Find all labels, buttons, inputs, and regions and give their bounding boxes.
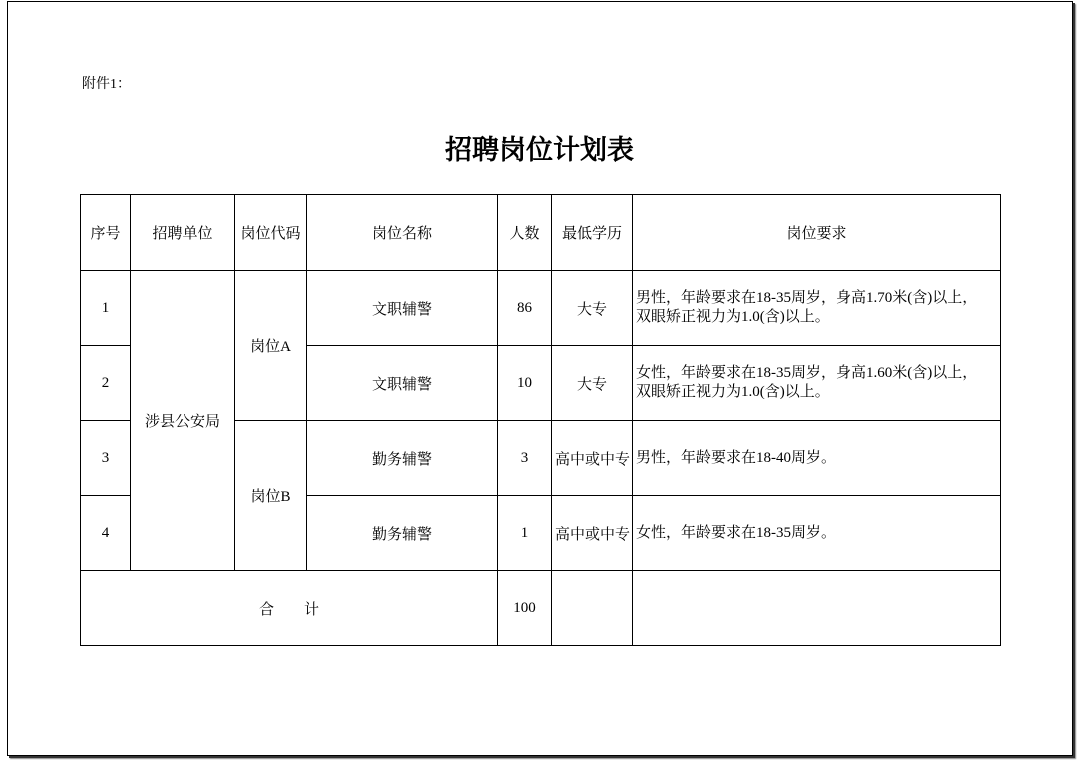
cell-min-education: 高中或中专 — [552, 496, 633, 571]
cell-min-education: 高中或中专 — [552, 421, 633, 496]
header-min-education: 最低学历 — [552, 195, 633, 271]
cell-serial-number: 2 — [81, 346, 131, 421]
requirement-line: 女性，年龄要求在18-35周岁，身高1.60米(含)以上， — [636, 365, 978, 381]
total-label: 合 计 — [81, 571, 498, 646]
total-education-cell — [552, 571, 633, 646]
table-row — [81, 271, 1001, 346]
requirement-line: 男性，年龄要求在18-40周岁。 — [636, 449, 836, 466]
cell-headcount: 3 — [498, 421, 552, 496]
cell-requirements — [633, 346, 1001, 421]
requirement-line: 双眼矫正视力为1.0(含)以上。 — [636, 384, 830, 400]
page-frame — [7, 1, 1073, 756]
cell-position-name: 勤务辅警 — [307, 496, 498, 571]
cell-requirements — [633, 496, 1001, 571]
cell-position-name: 文职辅警 — [307, 346, 498, 421]
cell-position-code: 岗位A — [235, 271, 307, 421]
total-row — [81, 571, 1001, 646]
requirement-line: 双眼矫正视力为1.0(含)以上。 — [636, 309, 830, 325]
recruitment-plan-table — [80, 194, 1001, 646]
document-title: 招聘岗位计划表 — [445, 135, 634, 165]
cell-requirements — [633, 421, 1001, 496]
cell-recruiting-unit: 涉县公安局 — [131, 271, 235, 571]
cell-headcount: 1 — [498, 496, 552, 571]
cell-min-education: 大专 — [552, 271, 633, 346]
header-position-code: 岗位代码 — [235, 195, 307, 271]
cell-headcount: 86 — [498, 271, 552, 346]
cell-min-education: 大专 — [552, 346, 633, 421]
header-headcount: 人数 — [498, 195, 552, 271]
total-requirements-cell — [633, 571, 1001, 646]
cell-headcount: 10 — [498, 346, 552, 421]
header-position-name: 岗位名称 — [307, 195, 498, 271]
requirement-line: 女性，年龄要求在18-35周岁。 — [636, 524, 836, 541]
cell-serial-number: 4 — [81, 496, 131, 571]
cell-serial-number: 3 — [81, 421, 131, 496]
cell-position-name: 勤务辅警 — [307, 421, 498, 496]
header-recruiting-unit: 招聘单位 — [131, 195, 235, 271]
total-headcount: 100 — [498, 571, 552, 646]
header-requirements: 岗位要求 — [633, 195, 1001, 271]
cell-requirements — [633, 271, 1001, 346]
cell-position-name: 文职辅警 — [307, 271, 498, 346]
cell-position-code: 岗位B — [235, 421, 307, 571]
header-serial-number: 序号 — [81, 195, 131, 271]
attachment-label: 附件1： — [82, 77, 131, 92]
header-row — [81, 195, 1001, 271]
cell-serial-number: 1 — [81, 271, 131, 346]
requirement-line: 男性，年龄要求在18-35周岁，身高1.70米(含)以上， — [636, 290, 978, 306]
